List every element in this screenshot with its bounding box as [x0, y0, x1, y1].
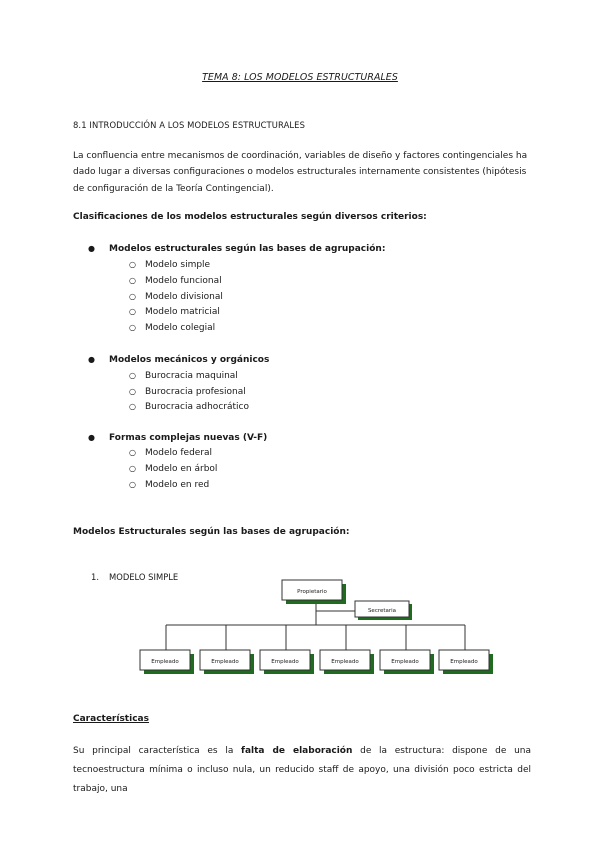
propietario-label: Propietario	[297, 589, 327, 595]
list-item: ○ Modelo federal	[129, 448, 213, 458]
models-heading: Modelos Estructurales según las bases de agrupación:	[73, 527, 350, 537]
classification-label: Formas complejas nuevas (V-F)	[109, 433, 268, 443]
characteristics-paragraph: Su principal característica es la falta de elaboración de la estructura: dispone de una tecnoestructura mínima o incluso nula, un reducido staff de apoyo, una división poco estricta del trabajo, una	[73, 746, 532, 794]
bullet-circle-icon: ○	[129, 323, 136, 332]
bullet-dot-icon: ●	[88, 433, 95, 442]
bullet-circle-icon: ○	[129, 307, 136, 316]
list-number: 1.	[91, 572, 99, 582]
employee-label: Empleado	[211, 659, 239, 665]
employee-label: Empleado	[331, 659, 359, 665]
bullet-circle-icon: ○	[129, 387, 136, 396]
list-item: ○ Burocracia maquinal	[129, 371, 238, 381]
classification-label: Modelos mecánicos y orgánicos	[109, 355, 270, 365]
list-item: ○ Modelo divisional	[129, 292, 223, 302]
bullet-dot-icon: ●	[88, 355, 95, 364]
list-item: ○ Modelo colegial	[129, 323, 216, 333]
list-item: ○ Modelo en red	[129, 480, 210, 490]
employee-label: Empleado	[151, 659, 179, 665]
list-item: ○ Modelo funcional	[129, 276, 222, 286]
list-item: ○ Modelo en árbol	[129, 464, 218, 474]
employee-label: Empleado	[450, 659, 478, 665]
list-item: ○ Modelo matricial	[129, 307, 220, 317]
characteristics-heading: Características	[73, 714, 149, 724]
classification-label: Modelos estructurales según las bases de agrupación:	[109, 244, 386, 254]
page-title: TEMA 8: LOS MODELOS ESTRUCTURALES	[202, 72, 398, 83]
bullet-circle-icon: ○	[129, 371, 136, 380]
intro-paragraph: La confluencia entre mecanismos de coordinación, variables de diseño y factores contingenciales ha dado lugar a diversas configuraciones o modelos estructurales internamente consistentes (hipótesis de configuración de la Teoría Contingencial).	[73, 151, 528, 194]
classification-heading: Clasificaciones de los modelos estructurales según diversos criterios:	[73, 212, 427, 222]
section-heading: 8.1 INTRODUCCIÓN A LOS MODELOS ESTRUCTURALES	[73, 120, 305, 130]
bullet-circle-icon: ○	[129, 402, 136, 411]
bullet-dot-icon: ●	[88, 244, 95, 253]
secretaria-label: Secretaria	[367, 608, 397, 614]
list-item: ○ Modelo simple	[129, 260, 211, 270]
bullet-circle-icon: ○	[129, 276, 136, 285]
bullet-circle-icon: ○	[129, 260, 136, 269]
bullet-circle-icon: ○	[129, 480, 136, 489]
bullet-circle-icon: ○	[129, 448, 136, 457]
list-item: ○ Burocracia profesional	[129, 387, 246, 397]
bullet-circle-icon: ○	[129, 464, 136, 473]
employee-label: Empleado	[391, 659, 419, 665]
model-simple-heading: MODELO SIMPLE	[109, 572, 179, 582]
bullet-circle-icon: ○	[129, 292, 136, 301]
list-item: ○ Burocracia adhocrático	[129, 402, 249, 412]
employee-label: Empleado	[271, 659, 299, 665]
